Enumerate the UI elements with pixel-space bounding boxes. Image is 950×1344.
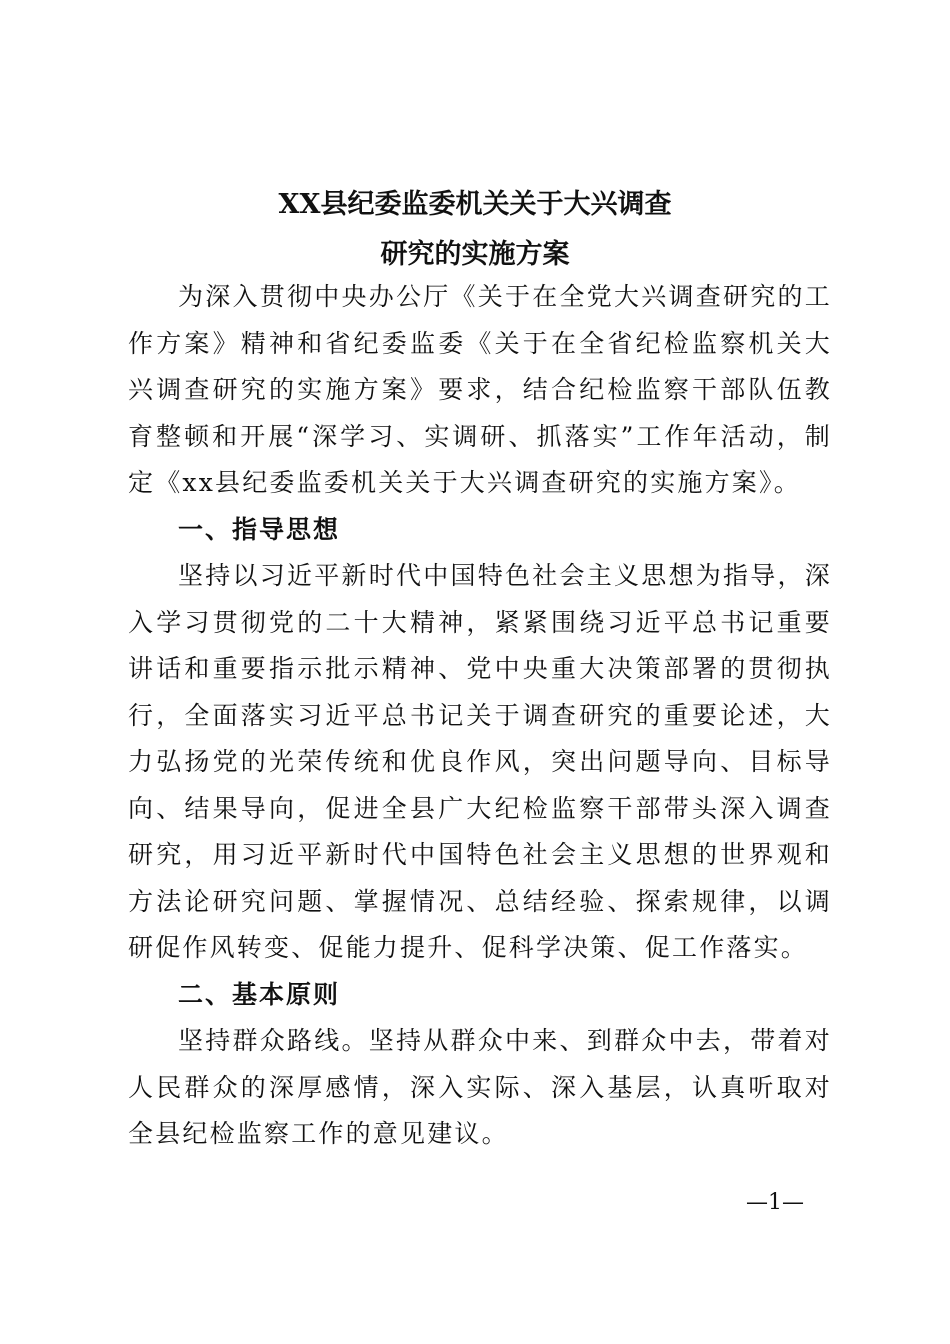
section-heading-guiding-ideology: 一、指导思想 <box>178 514 341 544</box>
title-line-2: 研究的实施方案 <box>380 239 570 270</box>
section-paragraph-guiding-ideology: 坚持以习近平新时代中国特色社会主义思想为指导，深入学习贯彻党的二十大精神，紧紧围绕习近平总书记重要讲话和重要指示批示精神、党中央重大决策部署的贯彻执行，全面落实习近平总书记关于调查研究的重要论述，大力弘扬党的光荣传统和优良作风，突出问题导向、目标导向、结果导向，促进全县广大纪检监察干部带头深入调查研究，用习近平新时代中国特色社会主义思想的世界观和方法论研究问题、掌握情况、总结经验、探索规律，以调研促作风转变、促能力提升、促科学决策、促工作落实。 <box>128 561 832 962</box>
section-paragraph-basic-principles: 坚持群众路线。坚持从群众中来、到群众中去，带着对人民群众的深厚感情，深入实际、深入基层，认真听取对全县纪检监察工作的意见建议。 <box>128 1026 832 1148</box>
document-title <box>0 180 950 280</box>
page-number: —1— <box>746 1190 804 1215</box>
document-body <box>128 274 832 1158</box>
section-heading-basic-principles: 二、基本原则 <box>178 979 341 1009</box>
intro-paragraph: 为深入贯彻中央办公厅《关于在全党大兴调查研究的工作方案》精神和省纪委监委《关于在全省纪检监察机关大兴调查研究的实施方案》要求，结合纪检监察干部队伍教育整顿和开展“深学习、实调研、抓落实”工作年活动，制定《xx县纪委监委机关关于大兴调查研究的实施方案》。 <box>128 282 832 497</box>
title-line-1: XX县纪委监委机关关于大兴调查 <box>278 189 672 220</box>
